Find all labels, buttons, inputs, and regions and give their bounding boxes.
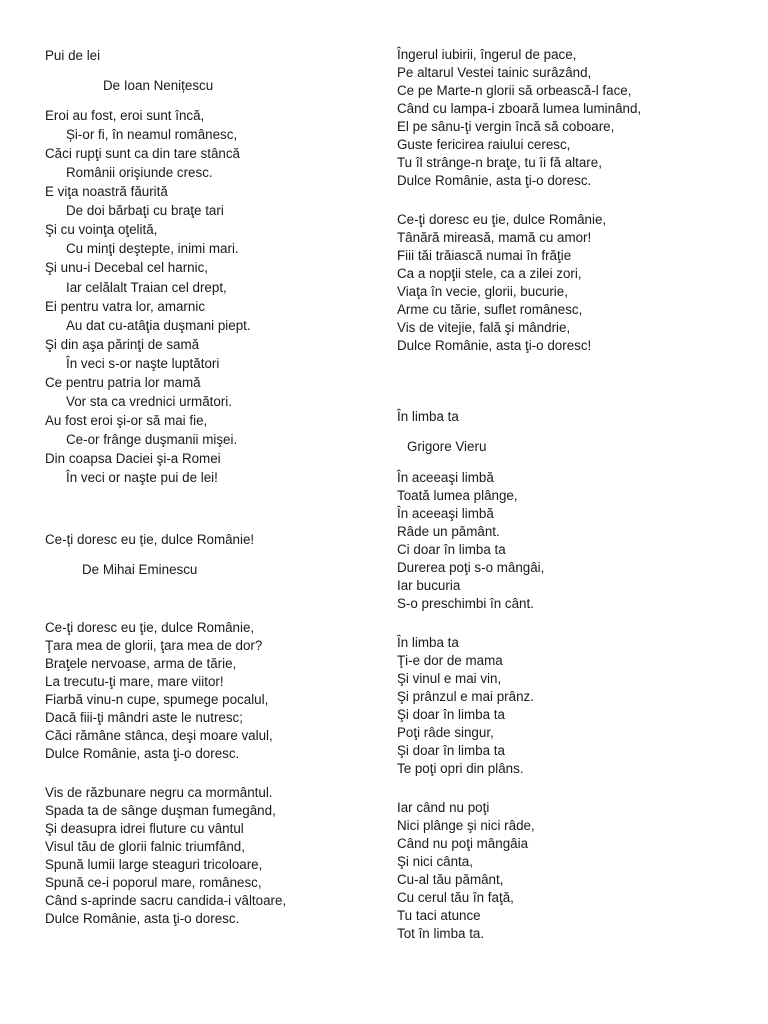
poem-line: Arme cu tărie, suflet românesc, xyxy=(397,302,583,317)
poem-line: Şi vinul e mai vin, xyxy=(397,671,502,686)
poem-line: Cu cerul tău în faţă, xyxy=(397,890,514,905)
poem-line: Ca a nopţii stele, ca a zilei zori, xyxy=(397,266,582,281)
poem-line: Spună ce-i poporul mare, românesc, xyxy=(45,875,262,890)
poem-line: Eroi au fost, eroi sunt încă, xyxy=(45,108,205,123)
poem-line: Când s-aprinde sacru candida-i vâltoare, xyxy=(45,893,287,908)
poem-title: Ce-ți doresc eu ție, dulce Românie! xyxy=(45,532,255,547)
poem-line: Când cu lampa-i zboară lumea luminând, xyxy=(397,101,642,116)
poem-line: Iar bucuria xyxy=(397,578,461,593)
poem-line: Tu taci atunce xyxy=(397,908,481,923)
poem-line: E viţa noastră făurită xyxy=(45,184,168,199)
poem-line: Românii orişiunde cresc. xyxy=(66,165,213,180)
poem-line: Iar când nu poţi xyxy=(397,800,490,815)
poem-line: Dacă fiii-ţi mândri aste le nutresc; xyxy=(45,710,243,725)
poem-line: Ce pe Marte-n glorii să orbească-l face, xyxy=(397,83,632,98)
poem-line: Din coapsa Daciei şi-a Romei xyxy=(45,451,221,466)
poem-line: Dulce Românie, asta ţi-o doresc. xyxy=(45,911,240,926)
poem-line: Şi doar în limba ta xyxy=(397,707,505,722)
poem-title: În limba ta xyxy=(397,409,459,424)
poem-line: Te poţi opri din plâns. xyxy=(397,761,524,776)
poem-line: Ce pentru patria lor mamă xyxy=(45,375,201,390)
poem-line: Poţi râde singur, xyxy=(397,725,494,740)
poem-line: Ţi-e dor de mama xyxy=(397,653,503,668)
poem-line: Cu minţi deştepte, inimi mari. xyxy=(66,241,239,256)
poem-line: Şi nici cânta, xyxy=(397,854,473,869)
poem-line: El pe sânu-ţi vergin încă să coboare, xyxy=(397,119,615,134)
poem-line: Căci rămâne stânca, deşi moare valul, xyxy=(45,728,273,743)
poem-line: Au dat cu-atâţia duşmani piept. xyxy=(66,318,251,333)
poem-line: Tânără mireasă, mamă cu amor! xyxy=(397,230,592,245)
poem-line: Ţara mea de glorii, ţara mea de dor? xyxy=(45,638,263,653)
poem-line: Ce-ţi doresc eu ţie, dulce Românie, xyxy=(397,212,607,227)
poem-line: Râde un pământ. xyxy=(397,524,500,539)
poem-line: Îngerul iubirii, îngerul de pace, xyxy=(397,47,577,62)
poem-line: Spada ta de sânge duşman fumegând, xyxy=(45,803,276,818)
poem-line: Şi prânzul e mai prânz. xyxy=(397,689,534,704)
poem-line: Dulce Românie, asta ţi-o doresc! xyxy=(397,338,592,353)
poem-line: Ei pentru vatra lor, amarnic xyxy=(45,299,206,314)
poem-line: Pe altarul Vestei tainic surâzând, xyxy=(397,65,592,80)
poem-line: Şi unu-i Decebal cel harnic, xyxy=(45,260,209,275)
poem-line: Tu îl strânge-n braţe, tu îi fă altare, xyxy=(397,155,602,170)
poem-line: Visul tău de glorii falnic triumfând, xyxy=(45,839,245,854)
poem-author: Grigore Vieru xyxy=(407,439,487,454)
poem-line: Fiii tăi trăiască numai în frăţie xyxy=(397,248,572,263)
poem-line: Și-or fi, în neamul românesc, xyxy=(66,127,238,142)
poem-line: De doi bărbaţi cu braţe tari xyxy=(66,203,224,218)
poem-line: Toată lumea plânge, xyxy=(397,488,518,503)
poem-line: Când nu poţi mângâia xyxy=(397,836,529,851)
poem-author: De Mihai Eminescu xyxy=(82,562,198,577)
poem-line: Nici plânge şi nici râde, xyxy=(397,818,535,833)
poem-line: Şi din aşa părinţi de samă xyxy=(45,337,200,352)
poem-line: În limba ta xyxy=(397,635,459,650)
poem-line: În veci or naşte pui de lei! xyxy=(66,470,218,485)
poem-line: Cu-al tău pământ, xyxy=(397,872,504,887)
poem-title: Pui de lei xyxy=(45,48,101,63)
poem-line: Şi doar în limba ta xyxy=(397,743,505,758)
poem-line: S-o preschimbi în cânt. xyxy=(397,596,534,611)
poem-line: Şi cu voinţa oţelită, xyxy=(45,222,158,237)
poem-line: Iar celălalt Traian cel drept, xyxy=(66,280,227,295)
poem-line: Ce-ţi doresc eu ţie, dulce Românie, xyxy=(45,620,255,635)
poem-line: Vis de vitejie, fală şi mândrie, xyxy=(397,320,571,335)
poem-line: Vis de răzbunare negru ca mormântul. xyxy=(45,785,273,800)
poem-line: Dulce Românie, asta ţi-o doresc. xyxy=(45,746,240,761)
poem-line: Şi deasupra idrei fluture cu vântul xyxy=(45,821,244,836)
poem-line: În aceeaşi limbă xyxy=(397,506,494,521)
poem-line: În aceeaşi limbă xyxy=(397,470,494,485)
poem-author: De Ioan Nenițescu xyxy=(103,78,214,93)
poem-line: În veci s-or naşte luptători xyxy=(66,356,220,371)
poem-line: La trecutu-ţi mare, mare viitor! xyxy=(45,674,224,689)
poem-line: Braţele nervoase, arma de tărie, xyxy=(45,656,237,671)
poem-line: Vor sta ca vrednici următori. xyxy=(66,394,232,409)
poem-line: Căci rupţi sunt ca din tare stâncă xyxy=(45,146,241,161)
poem-line: Fiarbă vinu-n cupe, spumege pocalul, xyxy=(45,692,269,707)
poem-line: Ce-or frânge duşmanii mişei. xyxy=(66,432,238,447)
poem-line: Durerea poţi s-o mângâi, xyxy=(397,560,545,575)
poem-line: Au fost eroi şi-or să mai fie, xyxy=(45,413,208,428)
poem-line: Ci doar în limba ta xyxy=(397,542,506,557)
poem-line: Spună lumii large steaguri tricoloare, xyxy=(45,857,263,872)
poem-line: Viaţa în vecie, glorii, bucurie, xyxy=(397,284,568,299)
poem-line: Tot în limba ta. xyxy=(397,926,485,941)
poem-line: Guste fericirea raiului ceresc, xyxy=(397,137,571,152)
poem-line: Dulce Românie, asta ţi-o doresc. xyxy=(397,173,592,188)
